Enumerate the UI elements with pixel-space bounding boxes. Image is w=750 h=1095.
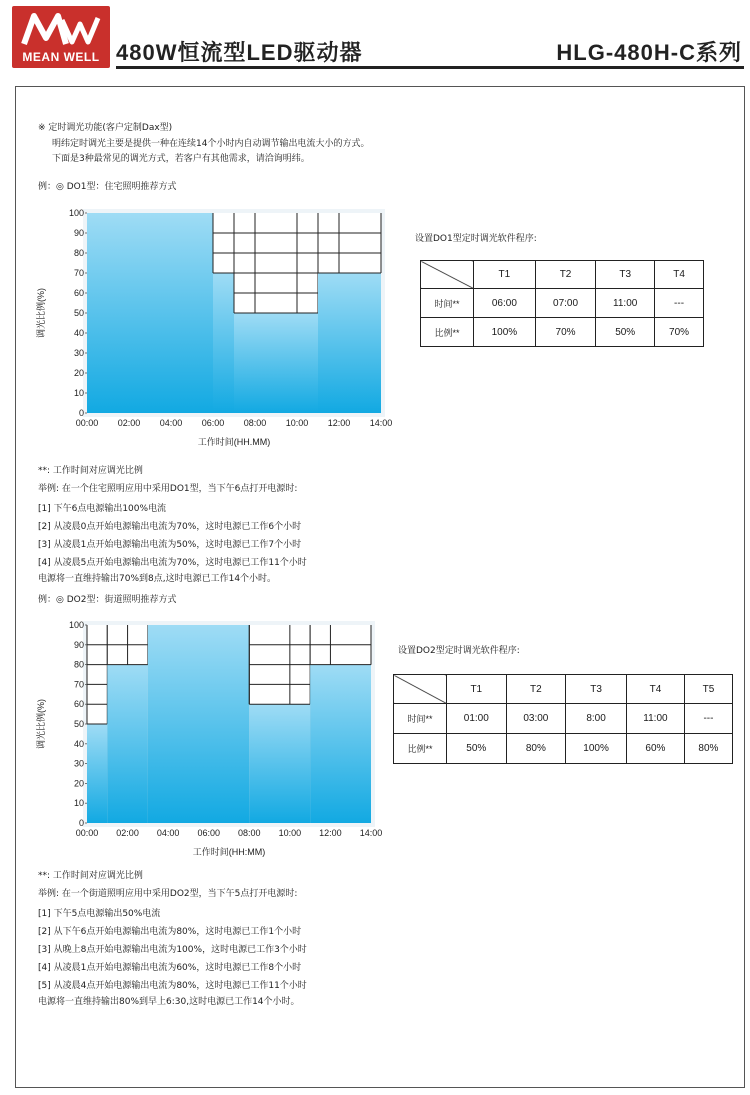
step-area-3 [318,273,381,413]
step-area-1 [107,665,148,823]
unused-area-0 [87,625,107,724]
table-row-label: 时间** [421,289,474,318]
x-tick-label-1: 02:00 [117,418,141,428]
unused-area-1 [213,213,234,273]
do1-note-0: **: 工作时间对应调光比例 [38,466,143,476]
table-row [421,289,704,318]
table-row-label: 时间** [394,704,447,734]
table-cell: 70% [655,318,704,347]
y-tick-label-5: 50 [73,308,84,318]
table-header-cell: T1 [447,675,507,704]
y-tick-label-1: 10 [73,388,84,398]
table-header-cell: T4 [626,675,684,704]
table-cell: 70% [535,318,596,347]
y-tick-label-8: 80 [73,659,84,670]
table-cell: 8:00 [566,704,627,734]
do2-note-4: [3] 从晚上8点开始电源输出电流为100%，这时电源已工作3个小时 [38,945,307,955]
table-header-cell: T3 [566,675,627,704]
x-tick-label-2: 04:00 [159,418,183,428]
do1-note-2: [1] 下午6点电源输出100%电流 [38,504,167,514]
x-tick-label-1: 02:00 [116,828,139,838]
step-area-4 [310,665,371,823]
x-tick-label-4: 08:00 [238,828,261,838]
unused-area-3 [318,213,381,273]
table-cell: 03:00 [506,704,566,734]
table-corner-cell [394,675,447,704]
table-row [394,704,733,734]
example1-label: 例：◎ DO1型：住宅照明推荐方式 [38,182,177,192]
y-tick-label-3: 30 [73,348,84,358]
table-row [394,734,733,764]
chart-do2 [30,614,402,873]
do2-note-6: [5] 从凌晨4点开始电源输出电流为80%，这时电源已工作11个小时 [38,981,307,991]
mw-logo-mark [20,10,102,48]
table-cell: 60% [626,734,684,764]
step-area-0 [87,213,213,413]
table-header-cell: T2 [506,675,566,704]
x-tick-label-3: 06:00 [201,418,225,428]
x-tick-label-4: 08:00 [243,418,267,428]
x-tick-label-5: 10:00 [285,418,309,428]
header-rule [116,66,744,69]
x-tick-label-0: 00:00 [75,828,99,838]
table-cell: 50% [447,734,507,764]
y-tick-label-9: 90 [73,228,84,238]
page-title: 480W恒流型LED驱动器 [116,40,363,65]
do2-software-title: 设置DO2型定时调光软件程序: [398,646,520,656]
do2-note-7: 电源将一直维持输出80%到早上6:30,这时电源已工作14个小时。 [38,997,300,1007]
y-tick-label-2: 20 [73,778,84,789]
do1-note-6: 电源将一直维持输出70%到8点,这时电源已工作14个小时。 [38,574,277,584]
do1-note-5: [4] 从凌晨5点开始电源输出电流为70%，这时电源已工作11个小时 [38,558,307,568]
table-header-cell: T3 [596,261,655,289]
x-tick-label-3: 06:00 [197,828,220,838]
table-header-cell: T5 [684,675,732,704]
y-tick-label-2: 20 [73,368,84,378]
y-tick-label-9: 90 [73,639,84,650]
x-tick-label-7: 14:00 [369,418,393,428]
y-tick-label-7: 70 [73,679,84,690]
table-cell: --- [655,289,704,318]
table-cell: 11:00 [626,704,684,734]
do2-note-3: [2] 从下午6点开始电源输出电流为80%，这时电源已工作1个小时 [38,927,302,937]
do2-note-5: [4] 从凌晨1点开始电源输出电流为60%，这时电源已工作8个小时 [38,963,302,973]
y-axis-label: 调光比例(%) [36,288,46,338]
do2-note-1: 举例: 在一个街道照明应用中采用DO2型，当下午5点打开电源时: [38,889,298,899]
y-tick-label-0: 0 [78,818,84,828]
table-header-row [394,675,733,704]
table-cell: 11:00 [596,289,655,318]
step-area-2 [148,625,249,823]
table-cell: 01:00 [447,704,507,734]
section-heading: ※ 定时调光功能(客户定制Dax型) [38,123,173,133]
table-row-label: 比例** [394,734,447,764]
table-cell: 100% [474,318,536,347]
table-cell: 07:00 [535,289,596,318]
table-cell: 80% [506,734,566,764]
table-header-row [421,261,704,289]
chart-do1-svg [30,200,402,465]
do1-note-1: 举例: 在一个住宅照明应用中采用DO1型，当下午6点打开电源时: [38,484,298,494]
x-axis-label: 工作时间(HH:MM) [192,847,266,857]
step-area-3 [249,704,310,823]
intro-line-1: 明纬定时调光主要是提供一种在连续14个小时内自动调节输出电流大小的方式。 [52,139,370,149]
y-tick-label-4: 40 [73,328,84,338]
x-tick-label-5: 10:00 [278,828,302,838]
table-cell: 80% [684,734,732,764]
y-tick-label-10: 100 [68,620,84,630]
do1-software-title: 设置DO1型定时调光软件程序: [415,234,537,244]
y-tick-label-8: 80 [73,248,84,258]
y-tick-label-1: 10 [73,798,84,809]
table-header-cell: T4 [655,261,704,289]
table-cell: 100% [566,734,627,764]
chart-do1 [30,200,402,469]
do2-schedule-table [393,674,733,764]
y-tick-label-4: 40 [73,738,84,749]
table-corner-cell [421,261,474,289]
y-tick-label-6: 60 [73,288,84,298]
x-tick-label-0: 00:00 [75,418,99,428]
table-header-cell: T1 [474,261,536,289]
step-area-0 [87,724,107,823]
do1-note-3: [2] 从凌晨0点开始电源输出电流为70%，这时电源已工作6个小时 [38,522,302,532]
table-row [421,318,704,347]
intro-line-2: 下面是3种最常见的调光方式，若客户有其他需求，请洽询明纬。 [52,154,310,164]
table-header-cell: T2 [535,261,596,289]
y-tick-label-0: 0 [78,408,84,418]
table-cell: 50% [596,318,655,347]
unused-area-2 [234,213,318,313]
y-tick-label-10: 100 [68,208,84,218]
table-cell: --- [684,704,732,734]
x-axis-label: 工作时间(HH.MM) [197,437,271,447]
series-name: HLG-480H-C系列 [556,40,742,65]
page-header [0,0,750,70]
chart-do2-svg [30,614,402,869]
y-axis-label: 调光比例(%) [36,699,46,749]
do1-schedule-table [420,260,704,347]
x-tick-label-6: 12:00 [327,418,351,428]
mean-well-logo [12,6,110,68]
example2-label: 例：◎ DO2型：街道照明推荐方式 [38,595,177,605]
step-area-1 [213,273,234,413]
x-tick-label-6: 12:00 [319,828,342,838]
do2-note-2: [1] 下午5点电源输出50%电流 [38,909,161,919]
x-tick-label-7: 14:00 [359,828,383,838]
table-cell: 06:00 [474,289,536,318]
y-tick-label-7: 70 [73,268,84,278]
table-row-label: 比例** [421,318,474,347]
y-tick-label-6: 60 [73,699,84,710]
y-tick-label-5: 50 [73,719,84,729]
do1-note-4: [3] 从凌晨1点开始电源输出电流为50%，这时电源已工作7个小时 [38,540,302,550]
do2-note-0: **: 工作时间对应调光比例 [38,871,143,881]
y-tick-label-3: 30 [73,758,84,769]
x-tick-label-2: 04:00 [156,828,180,838]
logo-brand-text: MEAN WELL [22,50,100,64]
step-area-2 [234,313,318,413]
